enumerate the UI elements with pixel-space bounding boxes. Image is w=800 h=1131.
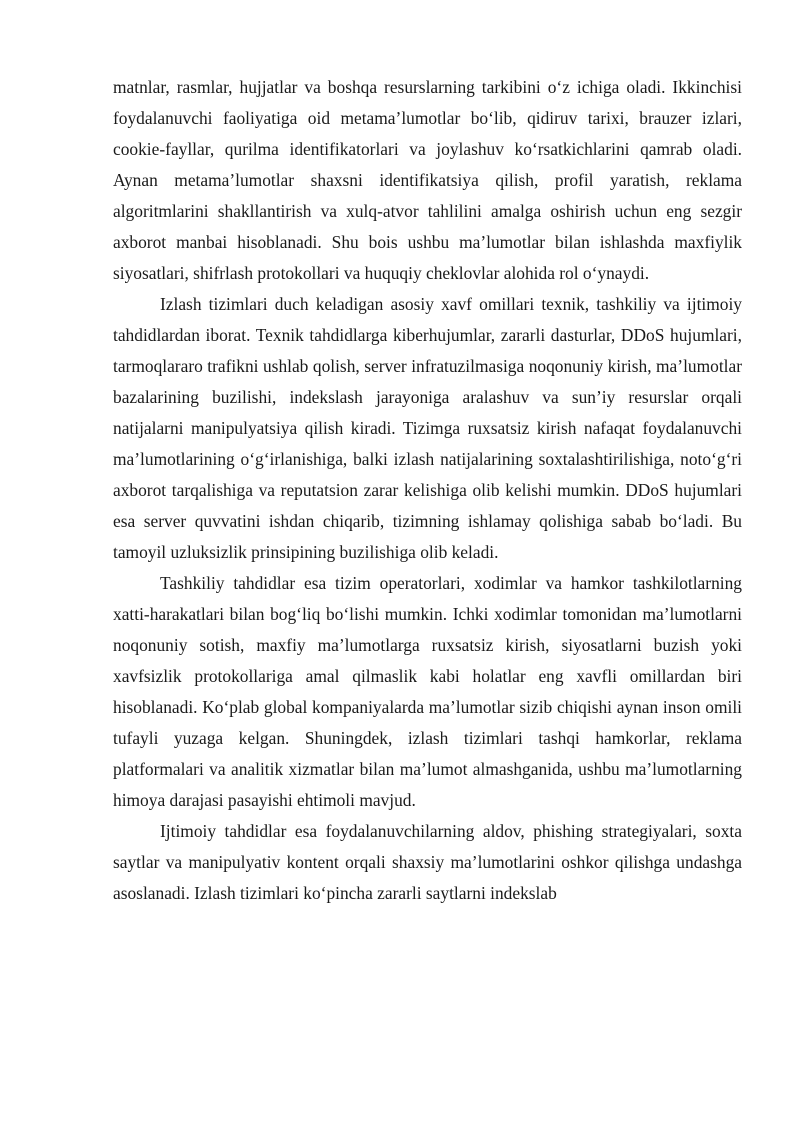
paragraph-social-threats: Ijtimoiy tahdidlar esa foydalanuvchilarning aldov, phishing strategiyalari, soxta saytlar va manipulyativ kontent orqali shaxsiy ma’lumotlarini oshkor qilishga undashga asoslanadi. Izlash tizimlari ko‘pincha zararli saytlarni indekslab <box>113 821 742 903</box>
paragraph-risk-factors: Izlash tizimlari duch keladigan asosiy xavf omillari texnik, tashkiliy va ijtimoiy tahdidlardan iborat. Texnik tahdidlarga kiberhujumlar, zararli dasturlar, DDoS hujumlari, tarmoqlararo trafikni ushlab qolish, server infratuzilmasiga noqonuniy kirish, ma’lumotlar bazalarining buzilishi, indekslash jarayoniga aralashuv va sun’iy resurslar orqali natijalarni manipulyatsiya qilish kiradi. Tizimga ruxsatsiz kirish nafaqat foydalanuvchi ma’lumotlarining o‘g‘irlanishiga, balki izlash natijalarining soxtalashtirilishiga, noto‘g‘ri axborot tarqalishiga va reputatsion zarar kelishiga olib kelishi mumkin. DDoS hujumlari esa server quvvatini ishdan chiqarib, tizimning ishlamay qolishiga sabab bo‘ladi. Bu tamoyil uzluksizlik prinsipining buzilishiga olib keladi. <box>113 294 742 562</box>
paragraph-continuation: matnlar, rasmlar, hujjatlar va boshqa resurslarning tarkibini o‘z ichiga oladi. Ikkinchisi foydalanuvchi faoliyatiga oid metama’lumotlar bo‘lib, qidiruv tarixi, brauzer izlari, cookie-fayllar, qurilma identifikatorlari va joylashuv ko‘rsatkichlarini qamrab oladi. Aynan metama’lumotlar shaxsni identifikatsiya qilish, profil yaratish, reklama algoritmlarini shakllantirish va xulq-atvor tahlilini amalga oshirish uchun eng sezgir axborot manbai hisoblanadi. Shu bois ushbu ma’lumotlar bilan ishlashda maxfiylik siyosatlari, shifrlash protokollari va huquqiy cheklovlar alohida rol o‘ynaydi. <box>113 77 742 283</box>
document-page <box>113 72 742 909</box>
paragraph-organizational-threats: Tashkiliy tahdidlar esa tizim operatorlari, xodimlar va hamkor tashkilotlarning xatti-harakatlari bilan bog‘liq bo‘lishi mumkin. Ichki xodimlar tomonidan ma’lumotlarni noqonuniy sotish, maxfiy ma’lumotlarga ruxsatsiz kirish, siyosatlarni buzish yoki xavfsizlik protokollariga amal qilmaslik kabi holatlar eng xavfli omillardan biri hisoblanadi. Ko‘plab global kompaniyalarda ma’lumotlar sizib chiqishi aynan inson omili tufayli yuzaga kelgan. Shuningdek, izlash tizimlari tashqi hamkorlar, reklama platformalari va analitik xizmatlar bilan ma’lumot almashganida, ushbu ma’lumotlarning himoya darajasi pasayishi ehtimoli mavjud. <box>113 573 742 810</box>
